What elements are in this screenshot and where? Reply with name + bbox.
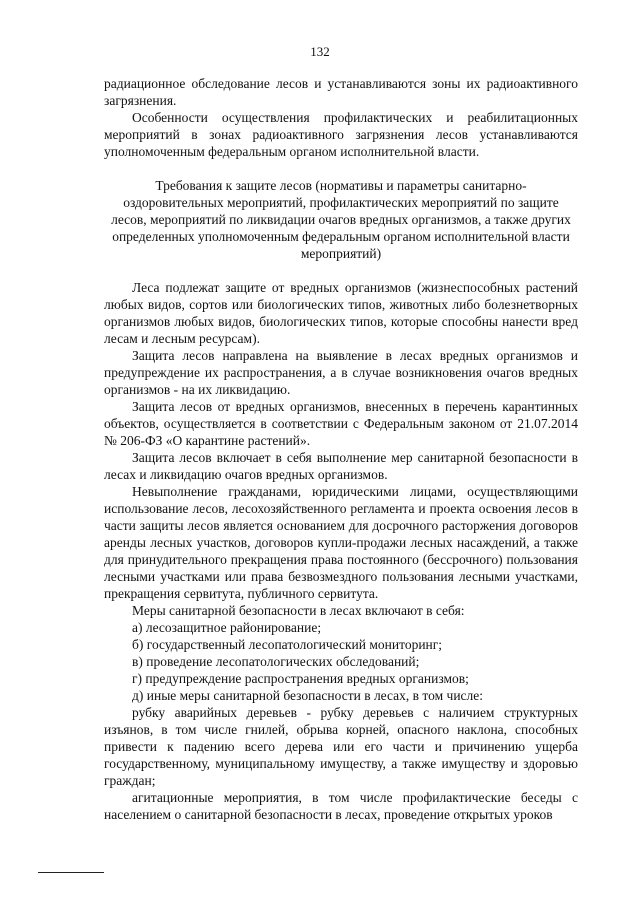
paragraph-radiation-survey: радиационное обследование лесов и устанавливаются зоны их радиоактивного загрязнения. xyxy=(104,76,578,108)
paragraph-rehabilitation-measures: Особенности осуществления профилактических и реабилитационных мероприятий в зонах радиоактивного загрязнения лесов устанавливаются уполномоченным федеральным органом исполнительной власти. xyxy=(104,110,578,159)
paragraph-measures-intro: Меры санитарной безопасности в лесах включают в себя: xyxy=(132,603,465,618)
list-item: б) государственный лесопатологический мониторинг; xyxy=(132,637,443,652)
list-item: а) лесозащитное районирование; xyxy=(132,620,322,635)
document-body xyxy=(104,75,578,823)
paragraph-awareness-activities: агитационные мероприятия, в том числе профилактические беседы с населением о санитарной безопасности в лесах, проведение открытых уроков xyxy=(104,790,578,822)
paragraph-emergency-felling: рубку аварийных деревьев - рубку деревьев с наличием структурных изъянов, в том числе гнилей, обрыва корней, опасного наклона, способных привести к падению всего дерева или его части и причинению ущерба государственному, муниципальному имуществу, а также имуществу и здоровью граждан; xyxy=(104,705,578,788)
paragraph-sanitary-measures: Защита лесов включает в себя выполнение мер санитарной безопасности в лесах и ликвидацию очагов вредных организмов. xyxy=(104,450,578,482)
paragraph-quarantine-law: Защита лесов от вредных организмов, внесенных в перечень карантинных объектов, осуществляется в соответствии с Федеральным законом от 21.07.2014 № 206-ФЗ «О карантине растений». xyxy=(104,399,578,448)
paragraph-non-compliance: Невыполнение гражданами, юридическими лицами, осуществляющими использование лесов, лесохозяйственного регламента и проекта освоения лесов в части защиты лесов является основанием для досрочного расторжения договоров аренды лесных участков, договоров купли-продажи лесных насаждений, а также для принудительного прекращения права постоянного (бессрочного) пользования лесными участками или права безвозмездного пользования лесными участками, прекращения сервитута, публичного сервитута. xyxy=(104,484,578,601)
paragraph-forest-protection-scope: Леса подлежат защите от вредных организмов (жизнеспособных растений любых видов, сортов или биологических типов, животных либо болезнетворных организмов любых видов, биологических типов, которые способны нанести вред лесам и лесным ресурсам). xyxy=(104,280,578,346)
footnote-divider xyxy=(38,872,104,873)
section-heading: Требования к защите лесов (нормативы и параметры санитарно-оздоровительных мероприятий, профилактических мероприятий по защите лесов, мероприятий по ликвидации очагов вредных организмов, а также других определенных уполномоченным федеральным органом исполнительной власти мероприятий) xyxy=(111,178,571,261)
page-number: 132 xyxy=(310,44,330,59)
list-item: г) предупреждение распространения вредных организмов; xyxy=(132,671,469,686)
list-item: д) иные меры санитарной безопасности в лесах, в том числе: xyxy=(132,688,484,703)
paragraph-protection-purpose: Защита лесов направлена на выявление в лесах вредных организмов и предупреждение их распространения, а в случае возникновения очагов вредных организмов - на их ликвидацию. xyxy=(104,348,578,397)
list-item: в) проведение лесопатологических обследований; xyxy=(132,654,420,669)
